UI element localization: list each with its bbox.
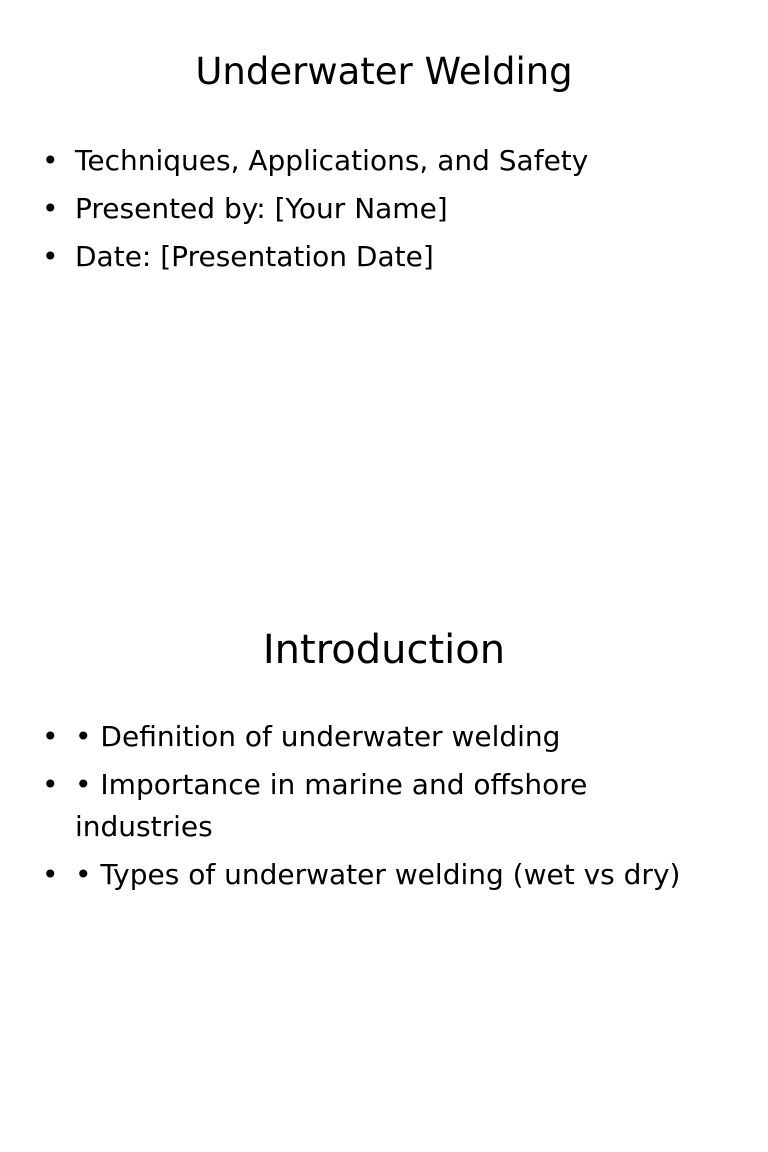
bullet-text: Date: [Presentation Date] xyxy=(75,240,434,273)
bullet-icon: • xyxy=(42,858,59,891)
bullet-item xyxy=(42,188,722,230)
bullet-item xyxy=(42,854,722,896)
bullet-item xyxy=(42,764,722,848)
bullet-text: • Importance in marine and offshore industries xyxy=(75,768,588,843)
bullet-icon: • xyxy=(42,240,59,273)
bullet-icon: • xyxy=(42,768,59,801)
slide-title: Introduction xyxy=(262,627,506,673)
bullet-icon: • xyxy=(42,192,59,225)
bullet-item xyxy=(42,236,722,278)
bullet-item xyxy=(42,716,722,758)
bullet-text: Presented by: [Your Name] xyxy=(75,192,448,225)
bullet-text: • Types of underwater welding (wet vs dry) xyxy=(75,858,681,891)
slide-introduction xyxy=(0,576,768,1152)
bullet-text: Techniques, Applications, and Safety xyxy=(75,144,589,177)
bullet-icon: • xyxy=(42,720,59,753)
bullet-icon: • xyxy=(42,144,59,177)
bullet-list xyxy=(42,140,722,284)
bullet-list xyxy=(42,716,722,902)
bullet-text: • Definition of underwater welding xyxy=(75,720,561,753)
bullet-item xyxy=(42,140,722,182)
slide-title: Underwater Welding xyxy=(195,50,573,93)
